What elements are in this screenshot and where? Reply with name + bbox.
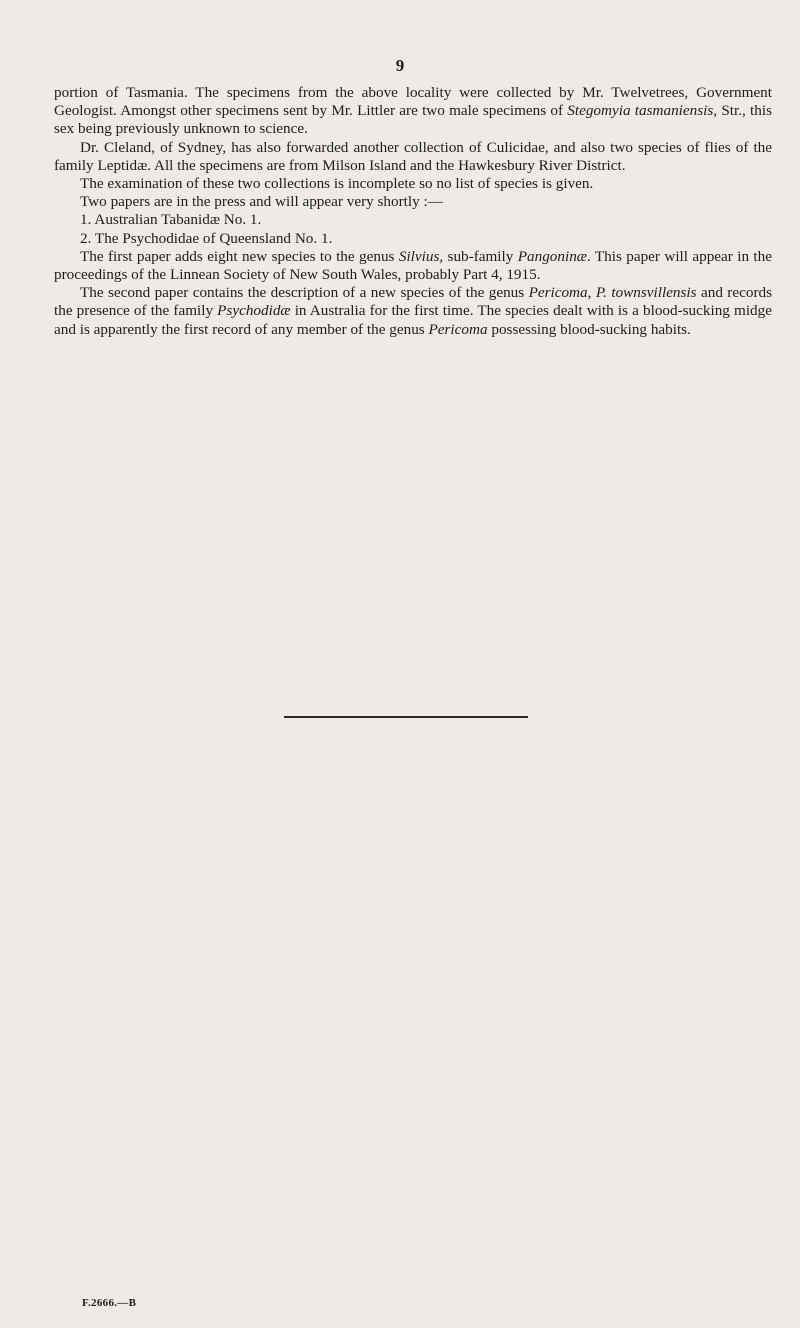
paragraph-5: The first paper adds eight new species to the genus Silvius, sub-family Pangoninæ. This paper will appear in the proceedings of the Linnean Society of New South Wales, probably Part 4, 1915. — [54, 247, 772, 284]
body-text — [54, 84, 772, 339]
paragraph-1: portion of Tasmania. The specimens from the above locality were collected by Mr. Twelvetrees, Government Geologist. Amongst other specimens sent by Mr. Littler are two male specimens of Stegomyia tasmaniensis, Str., this sex being previously unknown to science. — [54, 84, 772, 138]
footer-code: F.2666.—B — [82, 1297, 137, 1309]
paragraph-3: The examination of these two collections is incomplete so no list of species is given. — [80, 175, 594, 193]
paragraph-4: Two papers are in the press and will appear very shortly :— — [80, 193, 443, 211]
page-number: 9 — [395, 56, 405, 75]
list-item: 2. The Psychodidae of Queensland No. 1. — [80, 229, 333, 247]
list-item: 1. Australian Tabanidæ No. 1. — [80, 211, 262, 229]
section-divider — [284, 716, 528, 718]
paragraph-6: The second paper contains the description of a new species of the genus Pericoma, P. townsvillensis and records the presence of the family Psychodidæ in Australia for the first time. The species dealt with is a blood-sucking midge and is apparently the first record of any member of the genus Pericoma possessing blood-sucking habits. — [54, 284, 773, 338]
paragraph-2: Dr. Cleland, of Sydney, has also forwarded another collection of Culicidae, and also two species of flies of the family Leptidæ. All the specimens are from Milson Island and the Hawkesbury River District. — [54, 138, 772, 174]
